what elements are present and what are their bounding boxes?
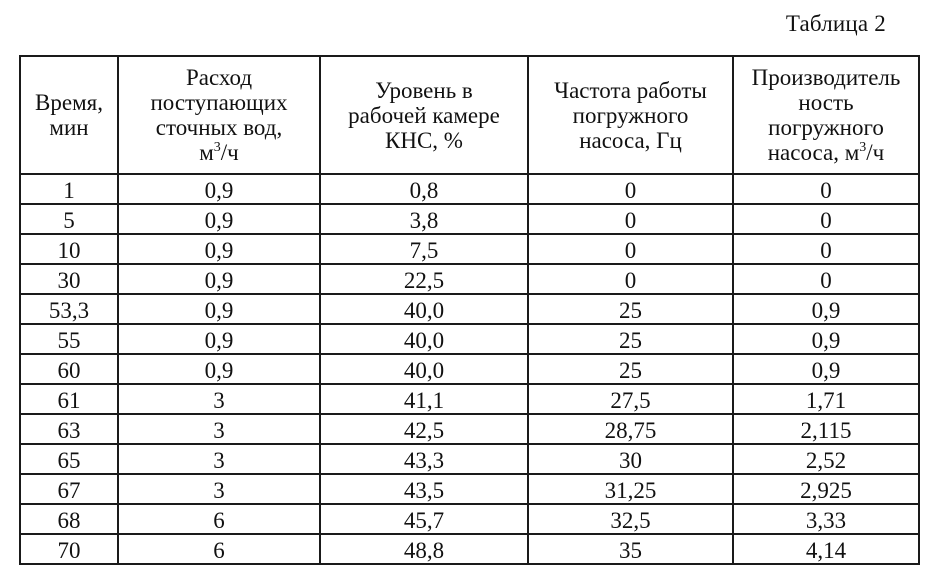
cell-inflow: 0,9 bbox=[118, 354, 320, 384]
table-row bbox=[20, 534, 919, 564]
cell-frequency: 25 bbox=[528, 294, 733, 324]
header-frequency-line: погружного bbox=[572, 102, 689, 128]
header-time-line: Время, bbox=[35, 90, 103, 115]
cell-frequency: 0 bbox=[528, 264, 733, 294]
cell-level: 48,8 bbox=[320, 534, 528, 564]
cell-inflow: 0,9 bbox=[118, 234, 320, 264]
table-row bbox=[20, 444, 919, 474]
cell-capacity: 2,52 bbox=[733, 444, 919, 474]
cell-level: 7,5 bbox=[320, 234, 528, 264]
table-row bbox=[20, 204, 919, 234]
header-level-line: рабочей камере bbox=[348, 102, 500, 128]
header-capacity-unit: насоса, $м^3/ч$ bbox=[767, 140, 885, 165]
cell-frequency: 28,75 bbox=[528, 414, 733, 444]
table-row bbox=[20, 474, 919, 504]
cell-capacity: 0 bbox=[733, 234, 919, 264]
cell-inflow: 0,9 bbox=[118, 294, 320, 324]
cell-frequency: 0 bbox=[528, 174, 733, 204]
cell-time: 61 bbox=[20, 384, 118, 414]
cell-capacity: 2,115 bbox=[733, 414, 919, 444]
cell-capacity: 2,925 bbox=[733, 474, 919, 504]
header-inflow bbox=[118, 56, 320, 174]
header-capacity bbox=[733, 56, 919, 174]
cell-time: 30 bbox=[20, 264, 118, 294]
cell-frequency: 30 bbox=[528, 444, 733, 474]
cell-time: 10 bbox=[20, 234, 118, 264]
cell-time: 67 bbox=[20, 474, 118, 504]
header-capacity-line: ность bbox=[798, 90, 854, 115]
cell-frequency: 35 bbox=[528, 534, 733, 564]
header-inflow-line: сточных вод, bbox=[155, 115, 283, 140]
cell-level: 0,8 bbox=[320, 174, 528, 204]
cell-time: 55 bbox=[20, 324, 118, 354]
data-table bbox=[19, 55, 920, 565]
table-row bbox=[20, 504, 919, 534]
cell-frequency: 0 bbox=[528, 234, 733, 264]
cell-inflow: 3 bbox=[118, 414, 320, 444]
header-time bbox=[20, 56, 118, 174]
cell-inflow: 3 bbox=[118, 444, 320, 474]
header-inflow-unit: $м^3/ч$ bbox=[199, 140, 239, 165]
header-time-line: мин bbox=[49, 115, 89, 140]
cell-time: 60 bbox=[20, 354, 118, 384]
cell-inflow: 0,9 bbox=[118, 204, 320, 234]
header-frequency bbox=[528, 56, 733, 174]
cell-capacity: 3,33 bbox=[733, 504, 919, 534]
header-inflow-line: Расход bbox=[185, 65, 253, 90]
cell-inflow: 6 bbox=[118, 504, 320, 534]
cell-frequency: 0 bbox=[528, 204, 733, 234]
header-level-line: Уровень в bbox=[375, 77, 473, 103]
table-caption: Таблица 2 bbox=[785, 11, 886, 36]
header-frequency-line: Частота работы bbox=[554, 77, 707, 103]
cell-frequency: 25 bbox=[528, 354, 733, 384]
cell-inflow: 0,9 bbox=[118, 174, 320, 204]
cell-time: 5 bbox=[20, 204, 118, 234]
cell-capacity: 1,71 bbox=[733, 384, 919, 414]
header-frequency-line: насоса, Гц bbox=[579, 127, 682, 153]
cell-level: 42,5 bbox=[320, 414, 528, 444]
cell-inflow: 3 bbox=[118, 384, 320, 414]
cell-frequency: 27,5 bbox=[528, 384, 733, 414]
cell-capacity: 0,9 bbox=[733, 294, 919, 324]
table-row bbox=[20, 354, 919, 384]
header-row bbox=[20, 56, 919, 174]
cell-time: 68 bbox=[20, 504, 118, 534]
cell-frequency: 31,25 bbox=[528, 474, 733, 504]
cell-level: 40,0 bbox=[320, 294, 528, 324]
cell-time: 63 bbox=[20, 414, 118, 444]
cell-capacity: 0 bbox=[733, 264, 919, 294]
cell-level: 22,5 bbox=[320, 264, 528, 294]
cell-time: 1 bbox=[20, 174, 118, 204]
cell-time: 53,3 bbox=[20, 294, 118, 324]
cell-time: 65 bbox=[20, 444, 118, 474]
cell-inflow: 3 bbox=[118, 474, 320, 504]
table-row bbox=[20, 264, 919, 294]
cell-level: 43,3 bbox=[320, 444, 528, 474]
table-row bbox=[20, 174, 919, 204]
cell-inflow: 0,9 bbox=[118, 324, 320, 354]
cell-level: 45,7 bbox=[320, 504, 528, 534]
cell-inflow: 6 bbox=[118, 534, 320, 564]
cell-capacity: 4,14 bbox=[733, 534, 919, 564]
table-row bbox=[20, 414, 919, 444]
cell-frequency: 25 bbox=[528, 324, 733, 354]
cell-capacity: 0 bbox=[733, 204, 919, 234]
cell-inflow: 0,9 bbox=[118, 264, 320, 294]
cell-time: 70 bbox=[20, 534, 118, 564]
header-level-line: КНС, % bbox=[385, 127, 463, 153]
table-row bbox=[20, 384, 919, 414]
cell-frequency: 32,5 bbox=[528, 504, 733, 534]
header-inflow-line: поступающих bbox=[150, 90, 288, 115]
table-row bbox=[20, 324, 919, 354]
table-row bbox=[20, 294, 919, 324]
cell-capacity: 0 bbox=[733, 174, 919, 204]
header-level bbox=[320, 56, 528, 174]
cell-capacity: 0,9 bbox=[733, 324, 919, 354]
header-capacity-line: Производитель bbox=[751, 65, 901, 90]
header-capacity-line: погружного bbox=[768, 115, 884, 140]
cell-capacity: 0,9 bbox=[733, 354, 919, 384]
cell-level: 41,1 bbox=[320, 384, 528, 414]
cell-level: 3,8 bbox=[320, 204, 528, 234]
cell-level: 40,0 bbox=[320, 354, 528, 384]
cell-level: 40,0 bbox=[320, 324, 528, 354]
table-row bbox=[20, 234, 919, 264]
cell-level: 43,5 bbox=[320, 474, 528, 504]
